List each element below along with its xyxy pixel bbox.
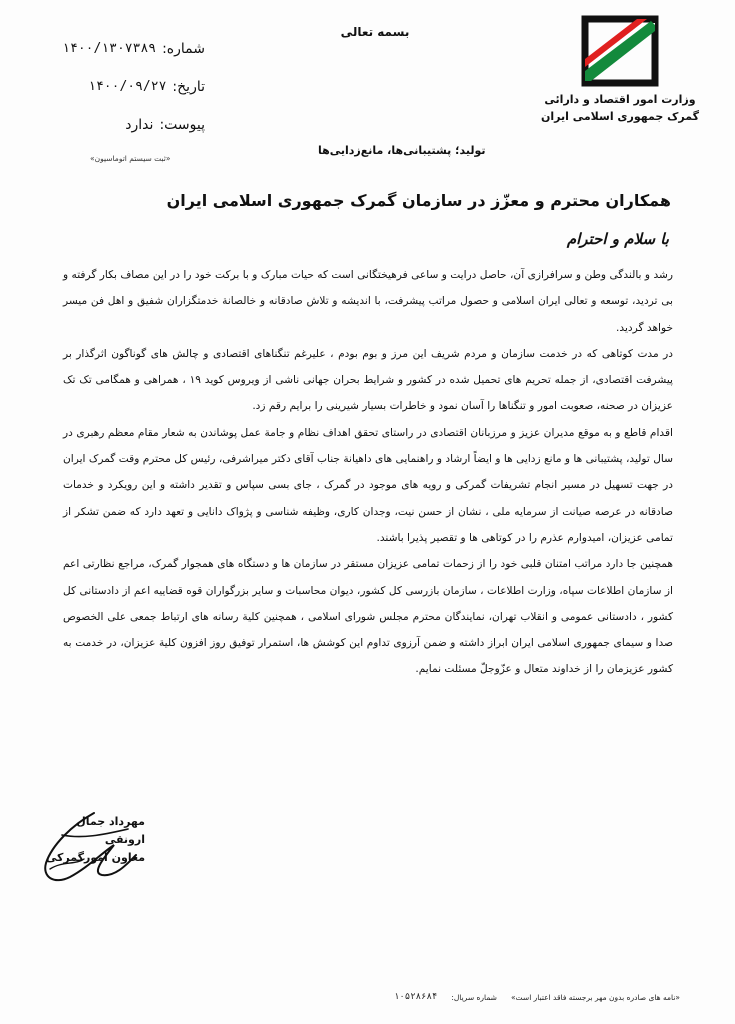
serial-label: شماره سریال: — [451, 992, 497, 1002]
customs-logo-icon — [581, 15, 659, 87]
validity-notice: «نامه های صادره بدون مهر برجسته فاقد اعتبار است» — [510, 992, 680, 1002]
letter-footer — [80, 992, 680, 1002]
attachment-value: ندارد — [125, 117, 154, 133]
letter-number-row — [25, 30, 205, 68]
number-value: ۱۴۰۰/۱۳۰۷۳۸۹ — [62, 41, 157, 56]
letter-meta — [25, 30, 205, 144]
ministry-name: وزارت امور اقتصاد و دارائی — [544, 93, 696, 106]
letter-body — [63, 262, 673, 683]
body-paragraph: در مدت کوتاهی که در خدمت سازمان و مردم شریف این مرز و بوم بودم ، علیرغم تنگناهای اقتصادی و چالش های گوناگون اثرگذار بر پیشرفت اقتصادی، از جمله تحریم های تحمیل شده در کشور و شرایط بحران جهانی ناشی از ویروس کوید ۱۹ ، همراهی و همگامی تک تک عزیزان در صحنه، صعوبت امور و تنگناها را آسان نمود و خاطرات بسیار شیرینی را برایم رقم زد. — [63, 347, 674, 413]
letterhead-logo-block — [535, 15, 705, 125]
number-label: شماره: — [162, 41, 205, 57]
serial-number: ۱۰۵۲۸۶۸۴ — [393, 992, 438, 1002]
signer-name: مهرداد جمال ارونقی — [76, 815, 145, 846]
signer-title: معاون امورگمرکی — [45, 851, 145, 864]
body-paragraph: رشد و بالندگی وطن و سرافرازی آن، حاصل درایت و ساعی فرهیختگانی است که حیات مبارک و با برکت خود را در این مصاف بکار گرفته و بی تردید، توسعه و تعالی ایران اسلامی و حصول مراتب پیشرفت، با اندیشه و تلاش صادقانه و خالصانة خدمتگزاران شفیق و اهل فن میسر خواهد گردید. — [63, 269, 673, 334]
greeting: با سلام و احترام — [566, 230, 669, 248]
signer-block — [45, 813, 145, 867]
bismillah-heading: بسمه تعالی — [340, 25, 410, 39]
letter-date-row — [25, 68, 205, 106]
date-value: ۱۴۰۰/۰۹/۲۷ — [88, 79, 167, 94]
organization-name: گمرک جمهوری اسلامی ایران — [540, 110, 700, 123]
date-label: تاریخ: — [172, 79, 205, 95]
letter-attachment-row — [25, 106, 205, 144]
letter-subject: تولید؛ پشتیبانی‌ها، مانع‌زدایی‌ها — [318, 144, 486, 157]
attachment-label: پیوست: — [159, 117, 205, 133]
automation-registration-note: «ثبت سیستم اتوماسیون» — [90, 154, 171, 163]
body-paragraph: همچنین جا دارد مراتب امتنان قلبی خود را از زحمات تمامی عزیزان مستقر در سازمان ها و دستگاه های همجوار گمرک، مراجع نظارتی اعم از سازمان اطلاعات سپاه، وزارت اطلاعات ، سازمان بازرسی کل کشور، دیوان محاسبات و سایر بزرگواران قوه قضاییه اعم از دادستانی کل کشور ، دادستانی عمومی و انقلاب تهران، نمایندگان محترم مجلس شورای اسلامی ، همچنین کلیة رسانه های ارتباط جمعی علی الخصوص صدا و سیمای جمهوری اسلامی ایران ابراز داشته و ضمن آرزوی تداوم این کوشش ها، استمرار توفیق روز افزون کلیة عزیزان، در خدمت به کشور عزیزمان را از خداوند متعال و عزّوجلّ مسئلت نمایم. — [63, 558, 673, 676]
body-paragraph: اقدام قاطع و به موقع مدیران عزیز و مرزبانان اقتصادی در راستای تحقق اهداف نظام و جامة عمل پوشاندن به شعار مقام معظم رهبری در سال تولید، پشتیبانی ها و مانع زدایی ها و ایضاً ارشاد و راهنمایی های داهیانة جناب آقای دکتر میراشرفی، رئیس کل محترم وقت گمرک ایران در جهت تسهیل در مسیر انجام تشریفات گمرکی و رویه های موجود در گمرک ، جای بسی سپاس و تقدیر داشته و این رویکرد و خدمات صادقانه در عرصه صیانت از سرمایه ملی ، نشان از حسن نیت، وجدان کاری، وظیفه شناسی و پژواک دانایی و تعهد دارد که ضمن تشکر از تمامی عزیزان، امیدوارم عذرم را در کوتاهی ها و تقصیر پذیرا باشند. — [63, 426, 673, 544]
salutation: همکاران محترم و معزّز در سازمان گمرک جمهوری اسلامی ایران — [166, 191, 671, 210]
